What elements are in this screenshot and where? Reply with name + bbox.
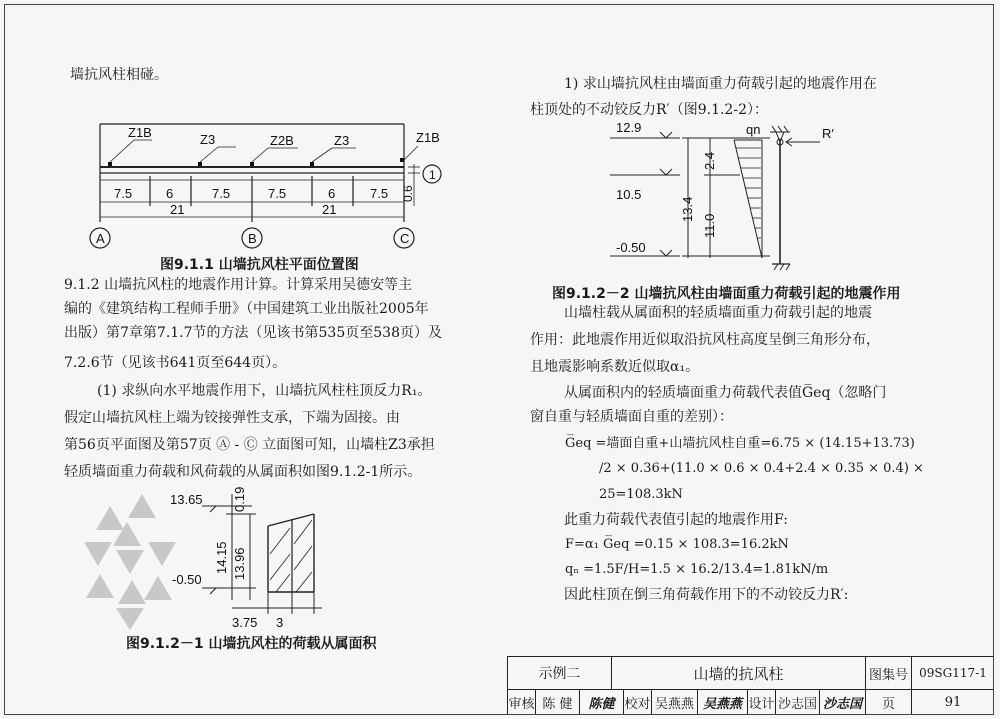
text-line: 柱顶处的不动铰反力R′（图9.1.2-2）： (530, 102, 768, 118)
text-line: 山墙柱载从属面积的轻质墙面重力荷载引起的地震 (564, 305, 872, 321)
col-label: Z2B (270, 133, 294, 148)
elev-label: -0.50 (172, 572, 202, 587)
formula-line: qₙ =1.5F/H=1.5 × 16.2/13.4=1.81kN/m (565, 562, 829, 577)
fig-plan-layout (88, 110, 448, 250)
page-label: 页 (866, 690, 912, 714)
fig-load-area (82, 484, 342, 632)
text-line: 窗自重与轻质墙面自重的差别）： (530, 409, 733, 425)
design-name: 沙志国 (776, 690, 820, 714)
axis-label: A (96, 231, 105, 246)
atlas-label: 图集号 (866, 657, 912, 689)
fig-caption: 图9.1.1 山墙抗风柱平面位置图 (160, 257, 359, 273)
dim-label: 11.0 (702, 213, 717, 238)
formula-line: 25=108.3kN (599, 487, 683, 502)
formula-line: /2 × 0.36+(11.0 × 0.6 × 0.4+2.4 × 0.35 × 0.4) × (599, 461, 924, 476)
formula-line: G̅eq =墙面自重+山墙抗风柱自重=6.75 × (14.15+13.73) (565, 436, 915, 451)
col-label: Z3 (200, 132, 216, 147)
review-name: 陈 健 (536, 690, 580, 714)
elev-label: 13.65 (170, 492, 203, 507)
text-line: 假定山墙抗风柱上端为铰接弹性支承，下端为固接。由 (64, 410, 400, 426)
axis-label: B (248, 231, 257, 246)
total-label: 21 (322, 202, 337, 217)
check-signature: 吴燕燕 (698, 690, 748, 714)
drawing-title: 山墙的抗风柱 (612, 657, 866, 689)
text-line: 作用：此地震作用近似取沿抗风柱高度呈倒三角形分布， (530, 332, 880, 348)
circle-label: 1 (429, 168, 436, 182)
span-label: 7.5 (268, 186, 287, 201)
col-label: Z3 (334, 133, 350, 148)
text-line: (1) 求纵向水平地震作用下，山墙抗风柱柱顶反力R₁。 (97, 383, 432, 399)
text-line: 出版）第7章第7.1.7节的方法（见该书第535页至538页）及 (64, 325, 442, 341)
dim-label: 3 (276, 615, 284, 630)
dim-label: 0.19 (232, 486, 247, 512)
text-line: 且地震影响系数近似取α₁。 (530, 359, 700, 375)
span-label: 6 (328, 186, 336, 201)
axis-label: C (400, 231, 410, 246)
design-signature: 沙志国 (820, 690, 866, 714)
span-label: 7.5 (114, 186, 133, 201)
dim-label: 13.4 (680, 196, 695, 222)
text-line: 1) 求山墙抗风柱由墙面重力荷载引起的地震作用在 (564, 76, 877, 92)
elev-label: -0.50 (616, 240, 646, 255)
text-line: 7.2.6节（见该书641页至644页）。 (64, 355, 287, 371)
dim-label: 13.96 (232, 547, 247, 580)
dim-label: 3.75 (232, 615, 258, 630)
title-block (507, 656, 993, 714)
review-signature: 陈健 (580, 690, 624, 714)
elev-label: 10.5 (616, 187, 642, 202)
review-label: 审核 (508, 690, 536, 714)
check-name: 吴燕燕 (652, 690, 698, 714)
dim-label: 14.15 (214, 541, 229, 574)
atlas-number: 09SG117-1 (919, 666, 987, 680)
dim-label: 2.4 (702, 151, 717, 170)
span-label: 7.5 (370, 186, 389, 201)
design-label: 设计 (748, 690, 776, 714)
formula-line: F=α₁ G̅eq =0.15 × 108.3=16.2kN (565, 537, 789, 552)
reaction-label: R′ (822, 126, 834, 141)
fig-seismic-load (610, 118, 850, 276)
col-label: Z1B (128, 125, 152, 140)
text-line: 编的《建筑结构工程师手册》（中国建筑工业出版社2005年 (64, 301, 429, 317)
span-label: 7.5 (212, 186, 231, 201)
text-line: 此重力荷载代表值引起的地震作用F: (564, 512, 788, 528)
total-label: 21 (170, 202, 185, 217)
check-label: 校对 (624, 690, 652, 714)
text-line: 轻质墙面重力荷载和风荷载的从属面积如图9.1.2-1所示。 (64, 464, 422, 480)
text-line: 9.1.2 山墙抗风柱的地震作用计算。计算采用吴德安等主 (64, 277, 413, 293)
elev-label: 12.9 (616, 120, 642, 135)
fig-caption: 图9.1.2－1 山墙抗风柱的荷载从属面积 (126, 636, 377, 652)
text-line: 从属面积内的轻质墙面重力荷载代表值G̅eq（忽略门 (564, 385, 887, 401)
span-label: 6 (166, 186, 174, 201)
fig-caption: 图9.1.2－2 山墙抗风柱由墙面重力荷载引起的地震作用 (552, 286, 901, 302)
example-label: 示例二 (508, 657, 612, 689)
page-number: 91 (944, 694, 962, 710)
col-label: Z1B (416, 130, 440, 145)
text-line: 墙抗风柱相碰。 (70, 67, 168, 83)
text-line: 因此柱顶在倒三角荷载作用下的不动铰反力R′: (564, 587, 849, 603)
watermark-logo (84, 494, 176, 630)
side-dim: 0.6 (401, 185, 415, 202)
text-line: 第56页平面图及第57页 Ⓐ - Ⓒ 立面图可知，山墙柱Z3承担 (64, 437, 435, 453)
load-label: qn (746, 122, 761, 137)
